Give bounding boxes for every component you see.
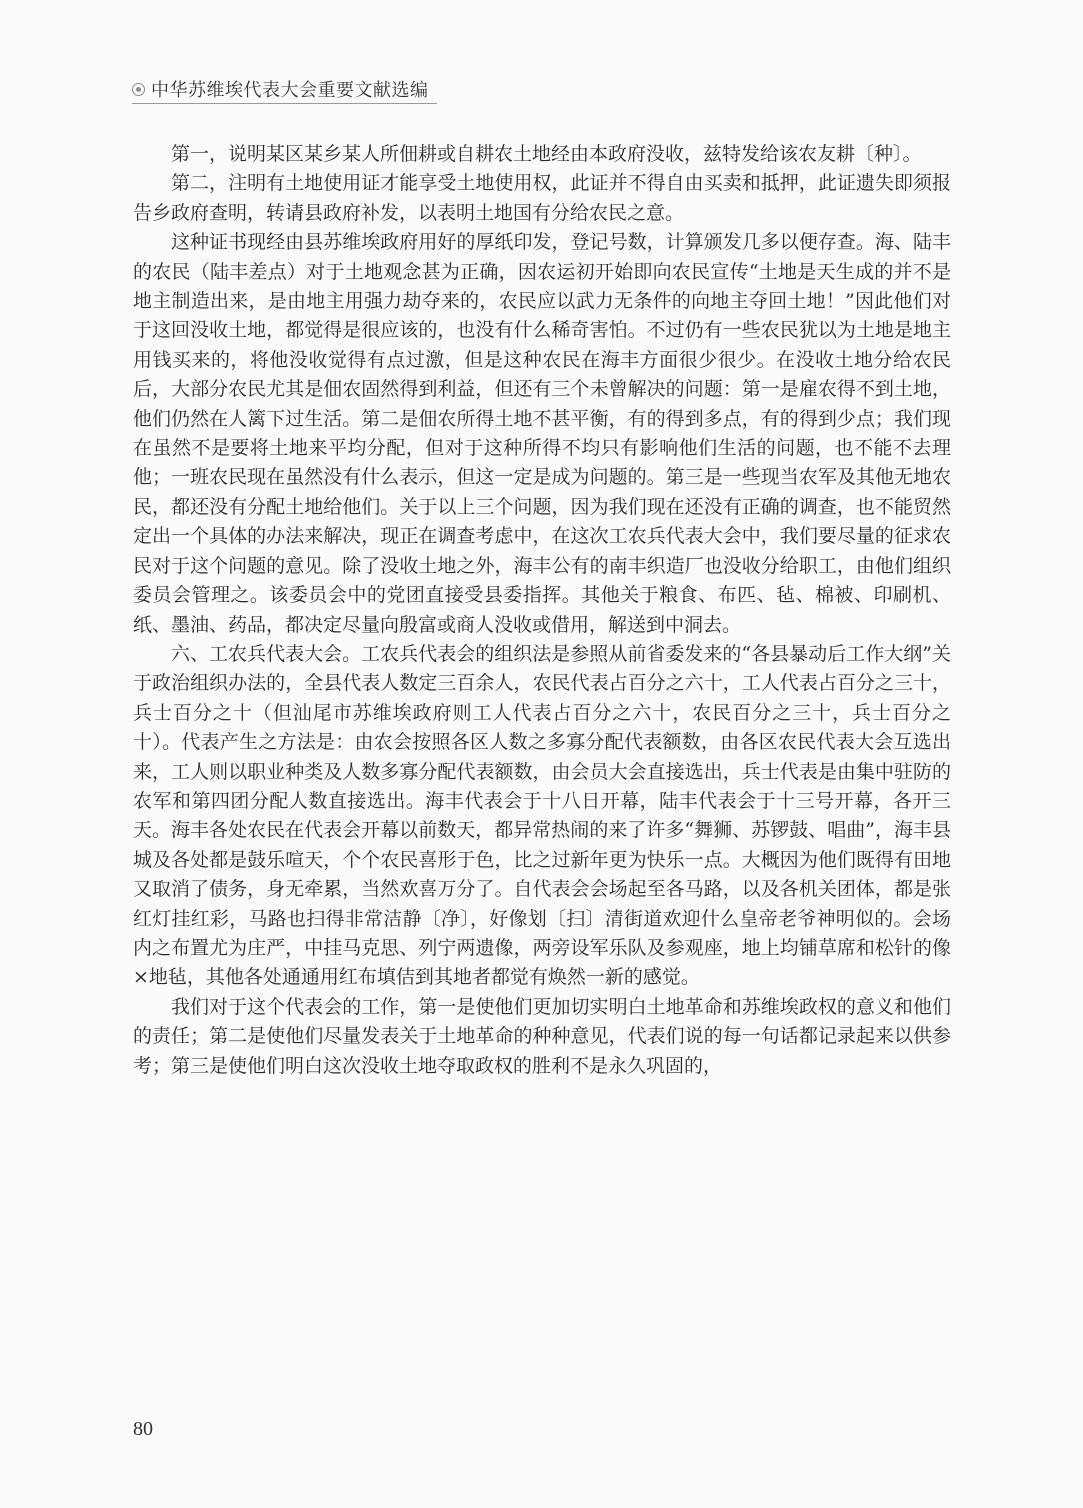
bullet-circle-icon [132, 83, 145, 96]
paragraph-2: 第二，注明有土地使用证才能享受土地使用权，此证并不得自由买卖和抵押，此证遗失即须报告乡政府查明，转请县政府补发，以表明土地国有分给农民之意。 [133, 172, 951, 224]
paragraph-1: 第一，说明某区某乡某人所佃耕或自耕农土地经由本政府没收，兹特发给该农友耕〔种〕。 [171, 143, 922, 165]
running-header [132, 76, 429, 102]
book-title: 中华苏维埃代表大会重要文献选编 [151, 80, 429, 101]
header-rule [132, 103, 437, 104]
paragraph-4: 六、工农兵代表大会。工农兵代表会的组织法是参照从前省委发来的“各县暴动后工作大纲”关于政治组织办法的，全县代表人数定三百余人，农民代表占百分之六十，工人代表占百分之三十，兵士百分之十（但汕尾市苏维埃政府则工人代表占百分之六十，农民百分之三十，兵士百分之十）。代表产生之方法是：由农会按照各区人数之多寡分配代表额数，由各区农民代表大会互选出来，工人则以职业种类及人数多寡分配代表额数，由会员大会直接选出，兵士代表是由集中驻防的农军和第四团分配人数直接选出。海丰代表会于十八日开幕，陆丰代表会于十三号开幕，各开三天。海丰各处农民在代表会开幕以前数天，都异常热闹的来了许多“舞狮、苏锣鼓、唱曲”，海丰县城及各处都是鼓乐喧天，个个农民喜形于色，比之过新年更为快乐一点。大概因为他们既得有田地又取消了债务，身无牵累，当然欢喜万分了。自代表会会场起至各马路，以及各机关团体，都是张红灯挂红彩，马路也扫得非常洁静〔净〕，好像划〔扫〕清街道欢迎什么皇帝老爷神明似的。会场内之布置尤为庄严，中挂马克思、列宁两遗像，两旁设军乐队及参观座，地上均铺草席和松针的像×地毡，其他各处通通用红布填佶到其地者都觉有焕然一新的感觉。 [133, 642, 951, 989]
paragraph-5: 我们对于这个代表会的工作，第一是使他们更加切实明白土地革命和苏维埃政权的意义和他们的责任；第二是使他们尽量发表关于土地革命的种种意见，代表们说的每一句话都记录起来以供参考；第三是使他们明白这次没收土地夺取政权的胜利不是永久巩固的， [133, 995, 951, 1077]
page-number: 80 [133, 1418, 153, 1440]
body-text [133, 140, 951, 1081]
paragraph-3: 这种证书现经由县苏维埃政府用好的厚纸印发，登记号数，计算颁发几多以便存查。海、陆丰的农民（陆丰差点）对于土地观念甚为正确，因农运初开始即向农民宣传“土地是天生成的并不是地主制造出来，是由地主用强力劫夺来的，农民应以武力无条件的向地主夺回土地！”因此他们对于这回没收土地，都觉得是很应该的，也没有什么稀奇害怕。不过仍有一些农民犹以为土地是地主用钱买来的，将他没收觉得有点过激，但是这种农民在海丰方面很少很少。在没收土地分给农民后，大部分农民尤其是佃农固然得到利益，但还有三个未曾解决的问题：第一是雇农得不到土地，他们仍然在人篱下过生活。第二是佃农所得土地不甚平衡，有的得到多点，有的得到少点；我们现在虽然不是要将土地来平均分配，但对于这种所得不均只有影响他们生活的问题，也不能不去理他；一班农民现在虽然没有什么表示，但这一定是成为问题的。第三是一些现当农军及其他无地农民，都还没有分配土地给他们。关于以上三个问题，因为我们现在还没有正确的调查，也不能贸然定出一个具体的办法来解决，现正在调查考虑中，在这次工农兵代表大会中，我们要尽量的征求农民对于这个问题的意见。除了没收土地之外，海丰公有的南丰织造厂也没收分给职工，由他们组织委员会管理之。该委员会中的党团直接受县委指挥。其他关于粮食、布匹、毡、棉被、印刷机、纸、墨油、药品，都决定尽量向殷富或商人没收或借用，解送到中洞去。 [133, 231, 951, 636]
